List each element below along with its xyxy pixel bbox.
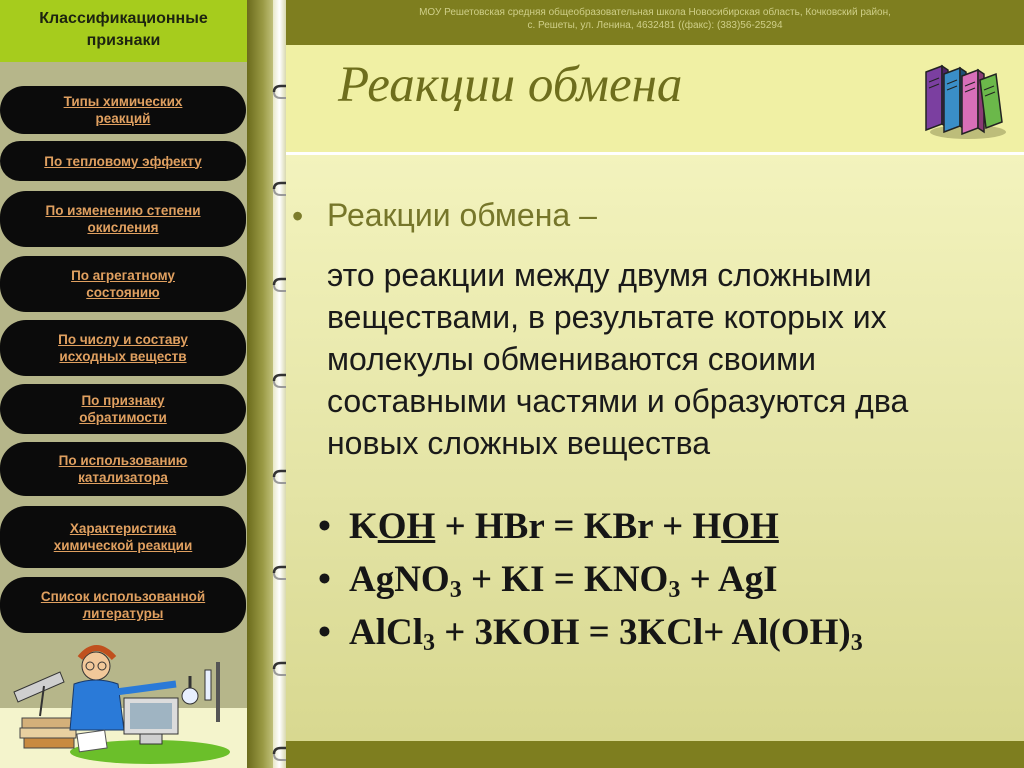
nav-label-line: По тепловому эффекту [44, 153, 202, 169]
definition-text: это реакции между двумя сложными веществами, в результате которых их молекулы обмениваются своими составными частями и образуются два новых сложных вещества [327, 257, 909, 461]
nav-label-line: химической реакции [53, 538, 193, 553]
page-title: Реакции обмена [338, 57, 683, 113]
nav-button-bibliography[interactable] [0, 577, 246, 633]
nav-label-line: катализатора [78, 470, 168, 485]
equation-subscript: 3 [668, 577, 681, 603]
bullet-marker: • [318, 506, 331, 547]
equation-subscript: 3 [449, 577, 462, 603]
equation-body [348, 612, 863, 656]
equation-2 [318, 558, 778, 604]
sidebar [0, 0, 247, 768]
equation-text: + HBr = KBr + H [435, 506, 722, 547]
nav-label-line: По использованию [58, 453, 188, 468]
equation-subscript: 3 [422, 630, 435, 656]
nav-label-line: По признаку [81, 393, 165, 408]
nav-label-line: Характеристика [69, 521, 177, 536]
school-info-line1: МОУ Решетовская средняя общеобразовательная школа Новосибирская область, Кочковский район, [419, 7, 891, 18]
title-divider [286, 152, 1024, 155]
nav-label-line: По изменению степени [45, 203, 201, 218]
equation-text: AgNO [348, 559, 450, 600]
equation-text: + 3KOH = 3KCl+ Al(OH) [434, 612, 851, 653]
nav-button-thermal-effect[interactable] [0, 141, 246, 181]
nav-label-line: Типы химических [63, 94, 183, 109]
nav-label-line: состоянию [86, 285, 160, 300]
equation-text: + AgI [680, 559, 778, 600]
equation-text: + KI = KNO [461, 559, 669, 600]
definition-heading: Реакции обмена – [327, 197, 597, 233]
nav-button-reaction-characteristics[interactable] [0, 506, 246, 568]
equation-text: K [348, 506, 378, 547]
nav-button-reaction-types[interactable] [0, 86, 246, 134]
nav-button-reversibility[interactable] [0, 384, 246, 434]
nav-button-aggregate-state[interactable] [0, 256, 246, 312]
nav-label-line: По агрегатному [71, 268, 175, 283]
sidebar-title-line1: Классификационные [39, 10, 208, 27]
books-icon [918, 62, 1008, 142]
nav-label-line: литературы [82, 606, 164, 621]
nav-label-line: исходных веществ [59, 349, 187, 364]
nav-button-oxidation-state[interactable] [0, 191, 246, 247]
equation-text: OH [377, 506, 436, 547]
nav-label-line: По числу и составу [58, 332, 188, 347]
binder-spine-shadow [247, 0, 273, 768]
equation-1 [318, 505, 779, 548]
equation-3 [318, 611, 863, 657]
nav-label-line: окисления [87, 220, 159, 235]
school-info-line2: с. Решеты, ул. Ленина, 4632481 ((факс): (383)56-25294 [527, 20, 783, 31]
equation-text: AlCl [348, 612, 423, 653]
sidebar-header [0, 0, 247, 62]
bullet-marker: • [318, 559, 331, 600]
footer-band [286, 741, 1024, 768]
bullet-marker: • [292, 198, 304, 234]
equation-text: OH [721, 506, 779, 547]
nav-label-line: Список использованной [40, 589, 206, 604]
scientist-at-computer-illustration [0, 640, 247, 768]
sidebar-title-line2: признаки [86, 32, 161, 49]
nav-label-line: обратимости [79, 410, 167, 425]
nav-button-catalyst[interactable] [0, 442, 246, 496]
nav-label-line: реакций [95, 111, 151, 126]
equation-subscript: 3 [850, 630, 863, 656]
equation-body [348, 559, 778, 603]
equation-body [349, 506, 779, 547]
nav-button-reactant-count[interactable] [0, 320, 246, 376]
bullet-marker: • [318, 612, 331, 653]
school-info-bar [286, 0, 1024, 45]
